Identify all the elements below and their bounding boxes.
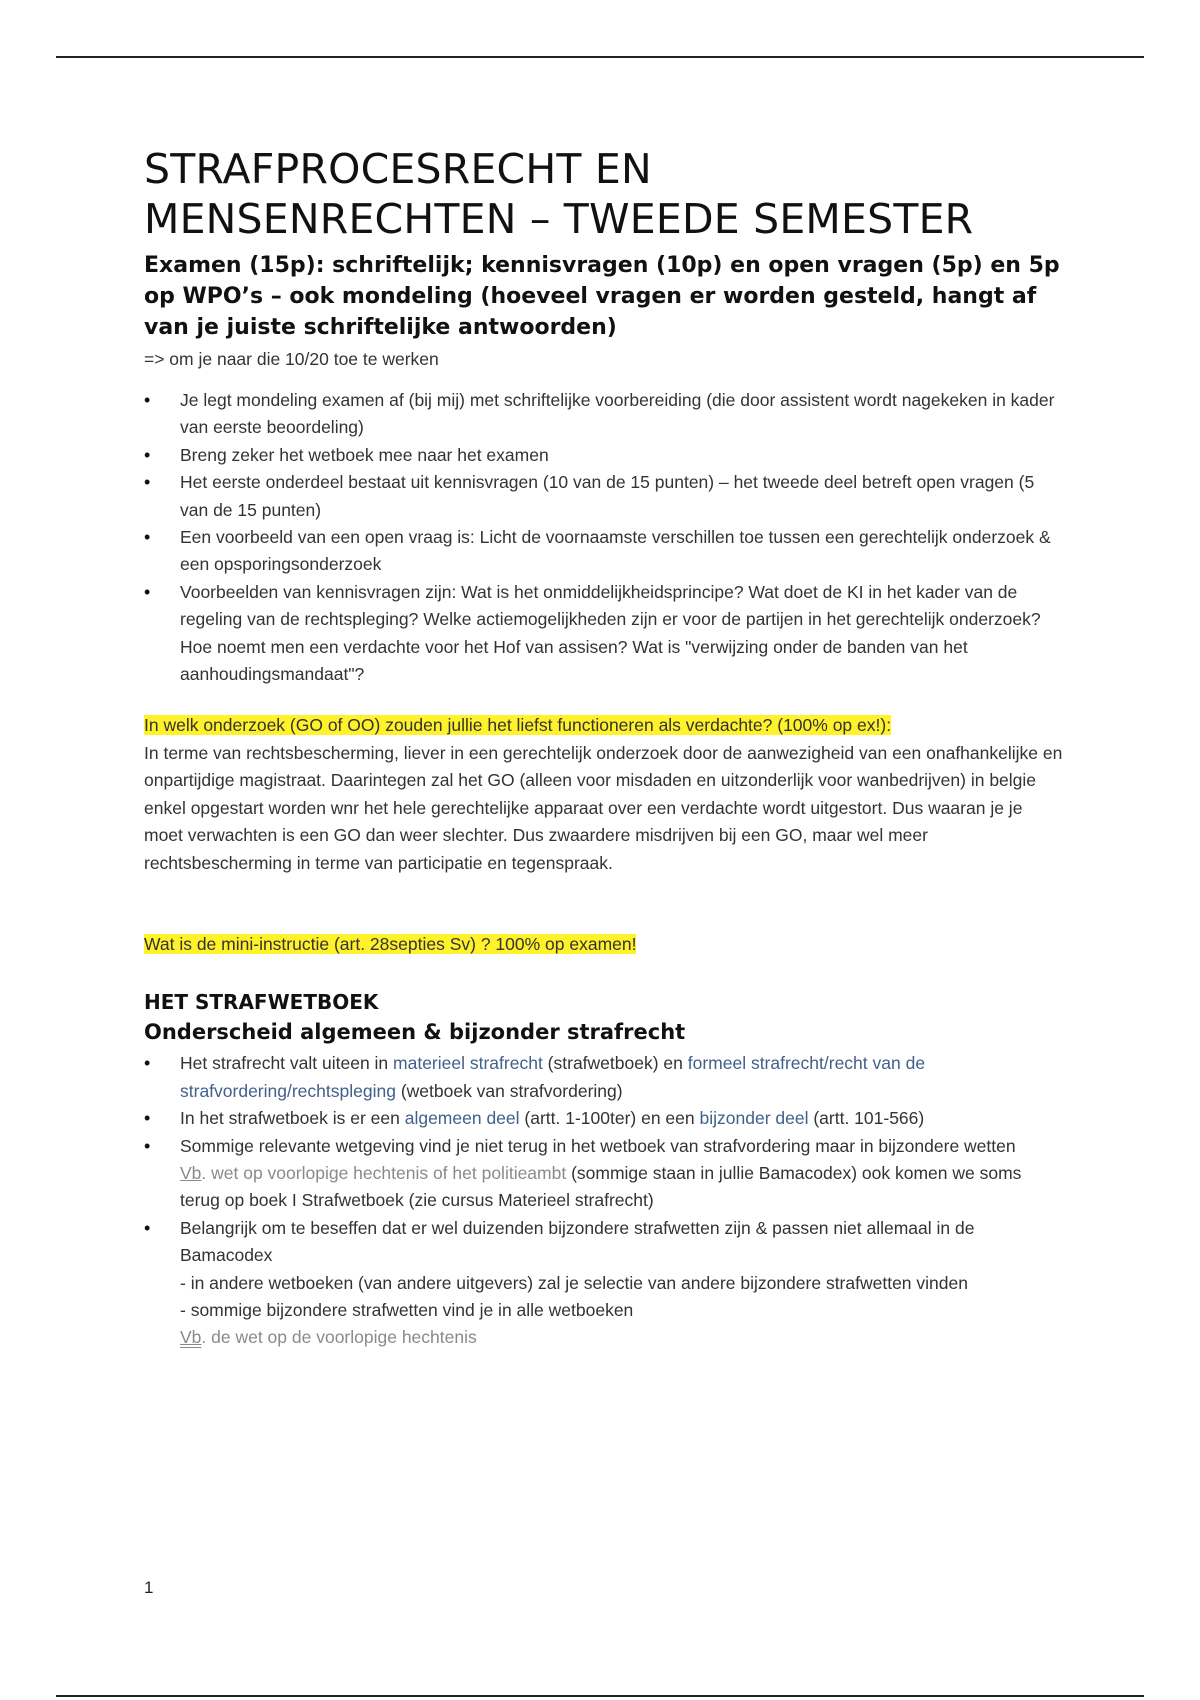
- strafwetboek-list: [144, 1050, 1064, 1351]
- question-2: [144, 931, 1064, 958]
- example-marker: Vb: [180, 1162, 202, 1183]
- page-number: 1: [144, 1578, 154, 1597]
- title-line-2: MENSENRECHTEN – TWEEDE SEMESTER: [144, 195, 974, 243]
- section-heading: HET STRAFWETBOEK: [144, 990, 379, 1015]
- sub-heading: Onderscheid algemeen & bijzonder strafrecht: [144, 1020, 686, 1045]
- footer-rule: [56, 1695, 1144, 1697]
- exam-info-list: [144, 387, 1064, 688]
- document-title: [144, 144, 1064, 244]
- highlighted-question: In welk onderzoek (GO of OO) zouden jullie het liefst functioneren als verdachte? (100% op ex!):: [144, 715, 892, 736]
- page-content: [144, 144, 1064, 1352]
- term-link: formeel strafrecht/recht van de strafvordering/rechtspleging: [180, 1053, 926, 1101]
- term-link: materieel strafrecht: [393, 1053, 543, 1074]
- example-line: Vb. wet op voorlopige hechtenis of het politieambt (sommige staan in jullie Bamacodex) ook komen we soms terug op boek I Strafwetboek (zie cursus Materieel strafrecht): [180, 1162, 1022, 1211]
- list-item: • Voorbeelden van kennisvragen zijn: Wat is het onmiddelijkheidsprincipe? Wat doet de KI in het kader van de regeling van de rechtspleging? Welke actiemogelijkheden zijn er voor de partijen in het gerechtelijk onderzoek? Hoe noemt men een verdachte voor het Hof van assisen? Wat is "verwijzing onder de banden van het aanhoudingsmandaat"?: [144, 579, 1064, 689]
- exam-subtitle: Examen (15p): schriftelijk; kennisvragen (10p) en open vragen (5p) en 5p op WPO’s – ook mondeling (hoeveel vragen er worden gesteld, hangt af van je juiste schriftelijke antwoorden): [144, 253, 1060, 340]
- term-link: bijzonder deel: [699, 1108, 809, 1129]
- exam-note: => om je naar die 10/20 toe te werken: [144, 349, 439, 369]
- example-marker: Vb: [180, 1327, 202, 1348]
- list-item: • Breng zeker het wetboek mee naar het examen: [144, 442, 1064, 469]
- list-item: • Een voorbeeld van een open vraag is: Licht de voornaamste verschillen toe tussen een gerechtelijk onderzoek & een opsporingsonderzoek: [144, 524, 1064, 579]
- question-1: [144, 712, 1064, 739]
- list-item: • In het strafwetboek is er een algemeen deel (artt. 1-100ter) en een bijzonder deel (artt. 101-566): [144, 1105, 1064, 1132]
- answer-1: In terme van rechtsbescherming, liever in een gerechtelijk onderzoek door de aanwezigheid van een onafhankelijke en onpartijdige magistraat. Daarintegen zal het GO (alleen voor misdaden en uitzonderlijk voor wanbedrijven) in belgie enkel opgestart worden wnr het hele gerechtelijke apparaat over een verdachte wordt uitgestort. Dus waaran je je moet verwachten is een GO dan weer slechter. Dus zwaardere misdrijven bij een GO, maar wel meer rechtsbescherming in terme van participatie en tegenspraak.: [144, 742, 1063, 873]
- list-item: • Sommige relevante wetgeving vind je niet terug in het wetboek van strafvordering maar in bijzondere wetten Vb. wet op voorlopige hechtenis of het politieambt (sommige staan in jullie Bamacodex) ook komen we soms terug op boek I Strafwetboek (zie cursus Materieel strafrecht): [144, 1133, 1064, 1215]
- header-rule: [56, 56, 1144, 58]
- example-line: Vb. de wet op de voorlopige hechtenis: [180, 1327, 477, 1348]
- list-item: • Het eerste onderdeel bestaat uit kennisvragen (10 van de 15 punten) – het tweede deel betreft open vragen (5 van de 15 punten): [144, 469, 1064, 524]
- highlighted-question: Wat is de mini-instructie (art. 28septies Sv) ? 100% op examen!: [144, 933, 637, 954]
- list-item: • Belangrijk om te beseffen dat er wel duizenden bijzondere strafwetten zijn & passen niet allemaal in de Bamacodex - in andere wetboeken (van andere uitgevers) zal je selectie van andere bijzondere strafwetten vinden - sommige bijzondere strafwetten vind je in alle wetboeken Vb. de wet op de voorlopige hechtenis: [144, 1215, 1064, 1352]
- title-line-1: STRAFPROCESRECHT EN: [144, 145, 652, 193]
- list-item: • Het strafrecht valt uiteen in materieel strafrecht (strafwetboek) en formeel strafrecht/recht van de strafvordering/rechtspleging (wetboek van strafvordering): [144, 1050, 1064, 1105]
- term-link: algemeen deel: [404, 1108, 520, 1129]
- list-item: • Je legt mondeling examen af (bij mij) met schriftelijke voorbereiding (die door assistent wordt nagekeken in kader van eerste beoordeling): [144, 387, 1064, 442]
